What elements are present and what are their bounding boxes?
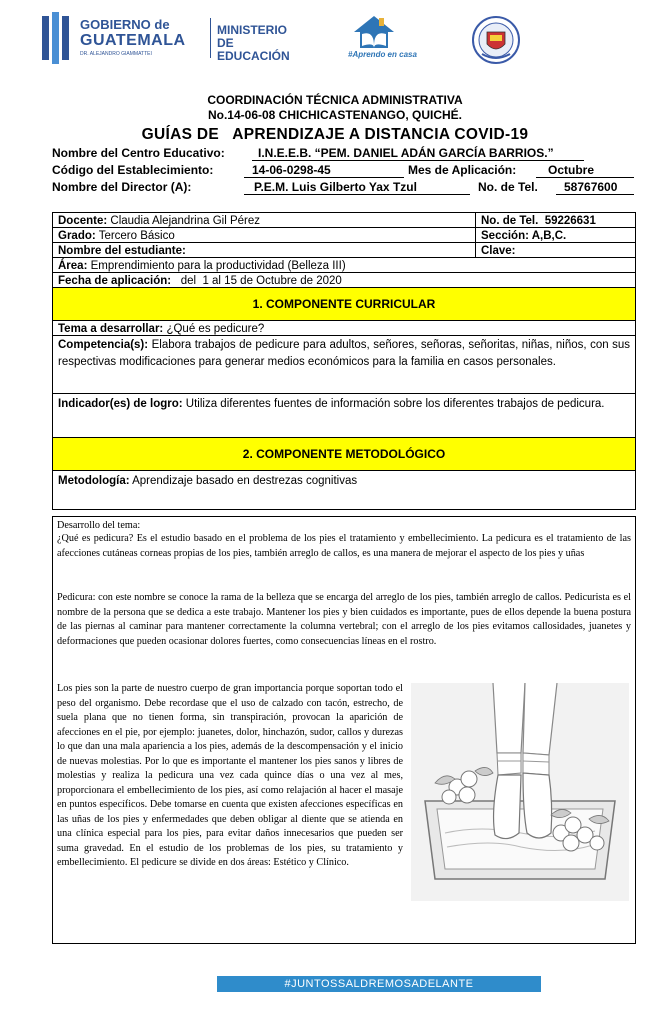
teacher-value: Claudia Alejandrina Gil Pérez (107, 215, 260, 227)
area-value: Emprendimiento para la productividad (Belleza III) (87, 260, 346, 272)
area-label: Área: (58, 260, 88, 272)
school-code-underline (244, 177, 404, 178)
director-value: P.E.M. Luis Gilberto Yax Tzul (254, 180, 417, 194)
director-underline (244, 194, 470, 195)
grade-cell (52, 227, 476, 243)
teacher-tel-cell (475, 212, 636, 228)
teacher-cell (52, 212, 476, 228)
ministry-line1: MINISTERIO DE (217, 23, 288, 50)
topic-cell (52, 320, 636, 336)
gob-line3: DR. ALEJANDRO GIAMMATTEI (80, 51, 152, 57)
logo-separator (210, 18, 211, 58)
month-value: Octubre (548, 163, 595, 177)
development-paragraph-1: ¿Qué es pedicura? Es el estudio basado en el problema de los pies el tratamiento y embellecimiento. La pedicura es el tratamiento de las afecciones cutáneas corneas propias de los pies, también arreglo de callos, es una manera de mejorar el aspecto de los pies y uñas (57, 533, 631, 559)
competence-label: Competencia(s): (58, 339, 149, 351)
indicator-cell (52, 393, 636, 438)
component-curricular-header: 1. COMPONENTE CURRICULAR (52, 287, 636, 321)
topic-value: ¿Qué es pedicure? (163, 323, 265, 335)
flag-bars-icon (42, 12, 72, 64)
component-methodological-header: 2. COMPONENTE METODOLÓGICO (52, 437, 636, 471)
key-cell: Clave: (475, 242, 636, 258)
coordination-title: COORDINACIÓN TÉCNICA ADMINISTRATIVA (207, 93, 463, 107)
aprendo-text: #Aprendo en casa (348, 50, 417, 59)
school-code-value: 14-06-0298-45 (252, 163, 331, 177)
director-tel-value: 58767600 (564, 180, 618, 194)
development-box (52, 516, 636, 944)
school-code-label: Código del Establecimiento: (52, 163, 214, 177)
competence-cell (52, 335, 636, 394)
shield-seal-icon (472, 14, 520, 66)
topic-label: Tema a desarrollar: (58, 323, 164, 335)
director-tel-underline (556, 194, 634, 195)
indicator-value: Utiliza diferentes fuentes de información sobre los diferentes trabajos de pedicura. (182, 398, 605, 410)
competence-value: Elabora trabajos de pedicure para adultos, señores, señoras, señoritas, niñas, niños, con sus respectivas modificaciones para generar medios económicos para la familia en casos personales. (58, 339, 630, 368)
month-underline (536, 177, 634, 178)
methodology-cell (52, 470, 636, 510)
teacher-label: Docente: (58, 215, 108, 227)
footer-banner: #JUNTOSSALDREMOSADELANTE (217, 976, 541, 992)
school-name-value: I.N.E.E.B. “PEM. DANIEL ADÁN GARCÍA BARRIOS.” (258, 146, 554, 160)
teacher-tel-label: No. de Tel. (481, 215, 539, 227)
gob-line1: GOBIERNO de (80, 17, 170, 32)
grade-label: Grado: (58, 230, 96, 242)
aprendo-en-casa-logo (346, 14, 417, 64)
ministry-line2: EDUCACIÓN (217, 49, 290, 63)
school-seal-logo (472, 14, 520, 66)
gob-line2: GUATEMALA (80, 32, 186, 49)
teacher-tel-value: 59226631 (544, 215, 596, 227)
area-cell (52, 257, 636, 273)
date-cell (52, 272, 636, 288)
development-paragraph-3: Los pies son la parte de nuestro cuerpo de gran importancia porque soportan todo el peso del organismo. Debe recordase que el uso de calzado con tacón, estrecho, de suela plana que no tienen forma, sin transpiración, provocan la aparición de afecciones en el pie, por ejemplo: juanetes, dolor, hinchazón, sudor, callos y durezas lo que dan una mala apariencia a los pies, además de la descompensación y el inicio de nuevas molestias. Por lo que es importante el mantener los pies sanos y libres de molestias y realiza la pedicura una vez cada quince días o una vez al mes, proporcionara el embellecimiento de los pies, así como relajación al hacer el masaje en puntos específicos. Debe tomarse en cuenta que existen afecciones específicas en las uñas de los pies y enfermedades que deben obligar al diente que se atienda en una clínica especial para los pies, para evitar daños innecesarios que pueden ser suma gravedad. En el estudio de los problemas de los pies, su tratamiento y embellecimiento. El pedicure se divide en dos áreas: Estético y Clínico. (57, 683, 403, 868)
section-cell: Sección: A,B,C. (475, 227, 636, 243)
guide-title: GUÍAS DE APRENDIZAJE A DISTANCIA COVID-19 (141, 126, 529, 143)
methodology-value: Aprendizaje basado en destrezas cognitivas (129, 475, 358, 487)
indicator-label: Indicador(es) de logro: (58, 398, 183, 410)
date-value: del 1 al 15 de Octubre de 2020 (171, 275, 342, 287)
development-paragraph-2: Pedicura: con este nombre se conoce la rama de la belleza que se encarga del arreglo de los pies, también arreglo de callos. Pedicurista es el nombre de la persona que se dedica a este trabajo. Mantener los pies y bien cuidados es importante, pues de ellos depende la buena postura de las piernas al caminar para mantener correctamente la columna vertebral; con el arreglo de los pies evitamos callosidades, juanetes y deformaciones que pueden ocasionar dolores fuertes, como consecuencias líneas en el rostro. (57, 592, 631, 647)
month-label: Mes de Aplicación: (408, 163, 517, 177)
school-name-label: Nombre del Centro Educativo: (52, 146, 225, 160)
director-label: Nombre del Director (A): (52, 180, 192, 194)
director-tel-label: No. de Tel. (478, 180, 538, 194)
house-book-icon (346, 14, 402, 52)
grade-value: Tercero Básico (95, 230, 175, 242)
methodology-label: Metodología: (58, 475, 130, 487)
student-cell: Nombre del estudiante: (52, 242, 476, 258)
gobierno-guatemala-logo (42, 12, 290, 66)
coordination-number: No.14-06-08 CHICHICASTENANGO, QUICHÉ. (207, 108, 463, 122)
pedicure-feet-illustration (411, 683, 629, 901)
school-name-underline (252, 160, 584, 161)
date-label: Fecha de aplicación: (58, 275, 172, 287)
development-heading: Desarrollo del tema: (57, 520, 141, 531)
ministry-name (217, 24, 290, 63)
